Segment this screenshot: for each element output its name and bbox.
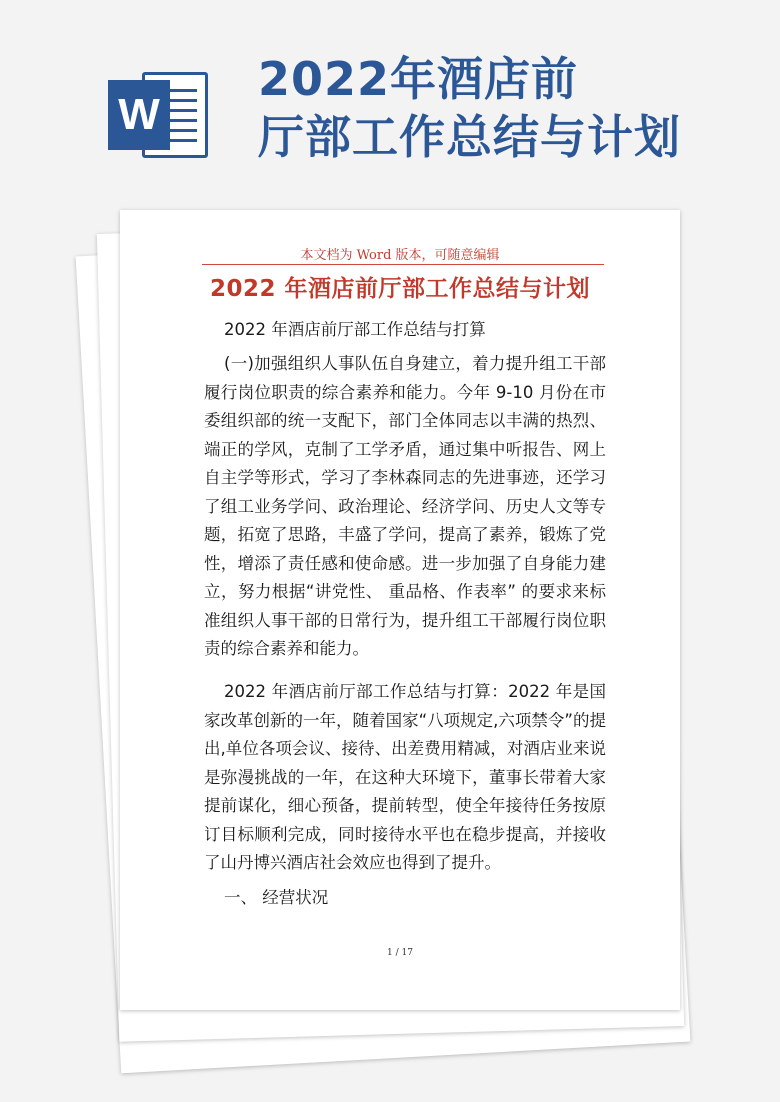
paragraph-2: 2022 年酒店前厅部工作总结与打算：2022 年是国家改革创新的一年，随着国家“八项规定,六项禁令”的提出,单位各项会议、接待、出差费用精减，对酒店业来说是弥漫挑战的一年，在这种大环境下，董事长带着大家提前谋化，细心预备，提前转型，使全年接待任务按原订目标顺利完成，同时接待水平也在稳步提高，并接收了山丹博兴酒店社会效应也得到了提升。 bbox=[204, 682, 606, 872]
paragraph-1: (一)加强组织人事队伍自身建立，着力提升组工干部履行岗位职责的综合素养和能力。今年 9-10 月份在市委组织部的统一支配下，部门全体同志以丰满的热烈、端正的学风，克制了工学矛盾，通过集中听报告、网上自主学等形式，学习了李林森同志的先进事迹，还学习了组工业务学问、政治理论、经济学问、历史人文等专题，拓宽了思路，丰盛了学问，提高了素养，锻炼了党性，增添了责任感和使命感。进一步加强了自身能力建立，努力根据“讲党性、 重品格、作表率” 的要求来标准组织人事干部的日常行为，提升组工干部履行岗位职责的综合素养和能力。 bbox=[204, 354, 606, 658]
word-badge: W bbox=[108, 80, 170, 150]
cover-title-line1: 2022年酒店前 bbox=[258, 52, 579, 106]
cover-title bbox=[258, 50, 768, 166]
section-heading: 一、 经营状况 bbox=[224, 888, 329, 907]
cover-title-line2: 厅部工作总结与计划 bbox=[258, 110, 681, 164]
page-number: 1 / 17 bbox=[387, 948, 413, 958]
header-rule bbox=[202, 264, 604, 265]
document-subtitle: 2022 年酒店前厅部工作总结与打算 bbox=[224, 320, 486, 339]
document-page bbox=[120, 210, 680, 1010]
word-logo-icon bbox=[108, 66, 212, 164]
header-note: 本文档为 Word 版本，可随意编辑 bbox=[300, 248, 500, 263]
document-title: 2022 年酒店前厅部工作总结与计划 bbox=[209, 276, 591, 302]
